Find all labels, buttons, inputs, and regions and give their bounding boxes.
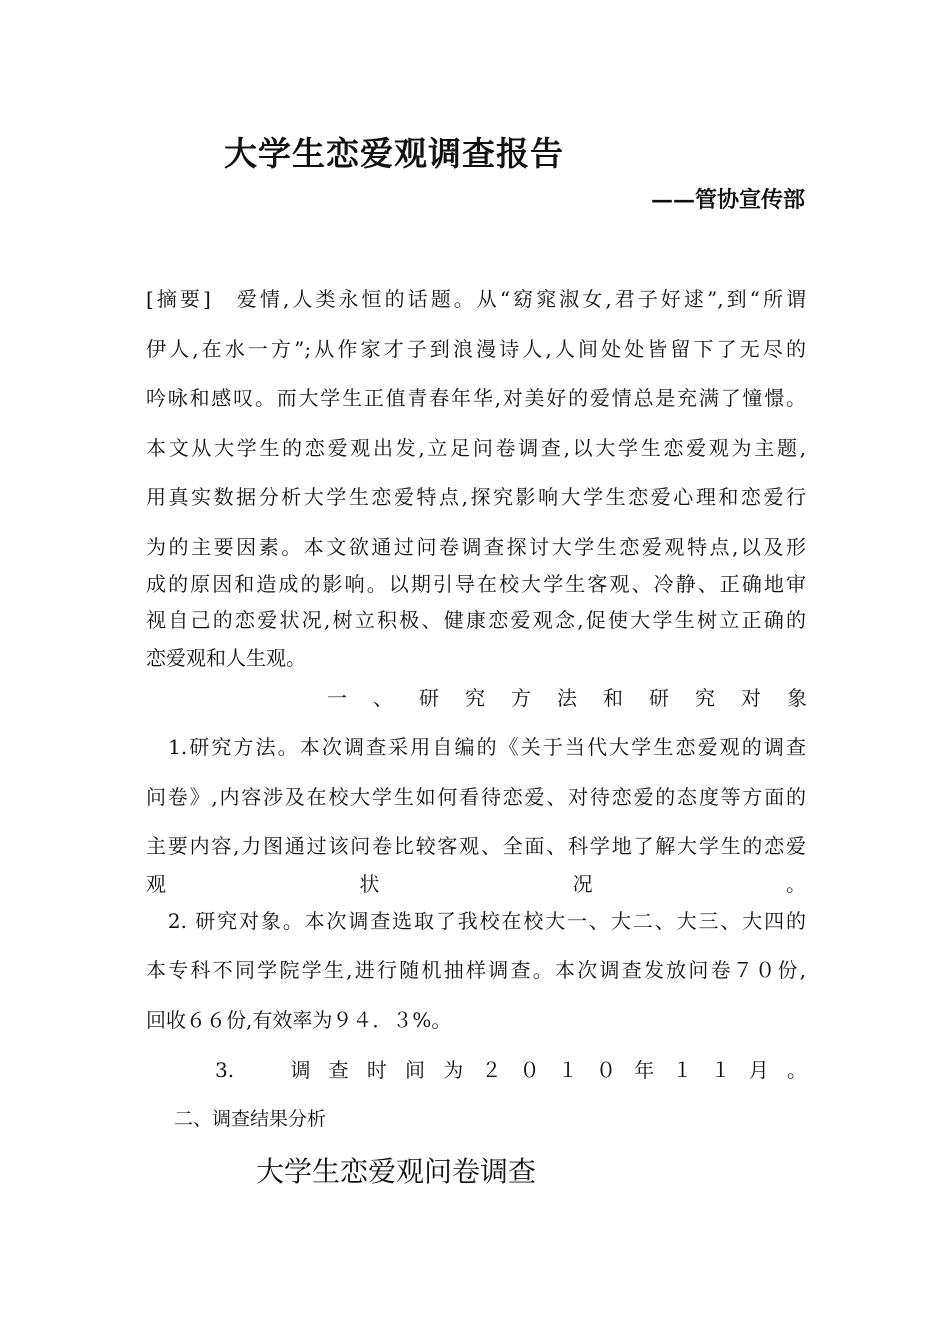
- method-line: 观状况。: [146, 872, 806, 896]
- abstract-line: 伊人,在水一方”;从作家才子到浪漫诗人,人间处处皆留下了无尽的: [146, 337, 806, 361]
- method-line: 问卷》,内容涉及在校大学生如何看待恋爱、对待恋爱的态度等方面的: [146, 785, 806, 809]
- abstract-line: 视自己的恋爱状况,树立积极、健康恋爱观念,促使大学生树立正确的: [146, 608, 806, 632]
- method-line: 主要内容,力图通过该问卷比较客观、全面、科学地了解大学生的恋爱: [146, 834, 806, 858]
- abstract-line: 为的主要因素。本文欲通过问卷调查探讨大学生恋爱观特点,以及形: [146, 535, 806, 559]
- survey-time-line: 3. 调查时间为２０１０年１１月。: [215, 1058, 807, 1082]
- report-author: ——管协宣传部: [650, 187, 805, 213]
- report-title: 大学生恋爱观调查报告: [224, 134, 564, 173]
- abstract-line: 恋爱观和人生观。: [146, 646, 306, 670]
- object-line: 本专科不同学院学生,进行随机抽样调查。本次调查发放问卷７０份,: [146, 958, 806, 982]
- section-heading-1: 一、研究方法和研究对象: [327, 686, 807, 710]
- questionnaire-title: 大学生恋爱观问卷调查: [256, 1155, 537, 1188]
- abstract-line: 吟咏和感叹。而大学生正值青春年华,对美好的爱情总是充满了憧憬。: [146, 386, 806, 410]
- object-line: 2. 研究对象。本次调查选取了我校在校大一、大二、大三、大四的: [146, 909, 806, 933]
- abstract-line: 本文从大学生的恋爱观出发,立足问卷调查,以大学生恋爱观为主题,: [146, 436, 806, 460]
- abstract-line: 用真实数据分析大学生恋爱特点,探究影响大学生恋爱心理和恋爱行: [146, 485, 806, 509]
- section-heading-2: 二、调查结果分析: [174, 1108, 327, 1130]
- abstract-line: 成的原因和造成的影响。以期引导在校大学生客观、冷静、正确地审: [146, 572, 806, 596]
- abstract-line: [摘要] 爱情,人类永恒的话题。从“窈窕淑女,君子好逑”,到“所谓: [146, 287, 806, 311]
- method-line: 1.研究方法。本次调查采用自编的《关于当代大学生恋爱观的调查: [146, 735, 806, 759]
- object-line: 回收６６份,有效率为９４．３%。: [146, 1008, 452, 1032]
